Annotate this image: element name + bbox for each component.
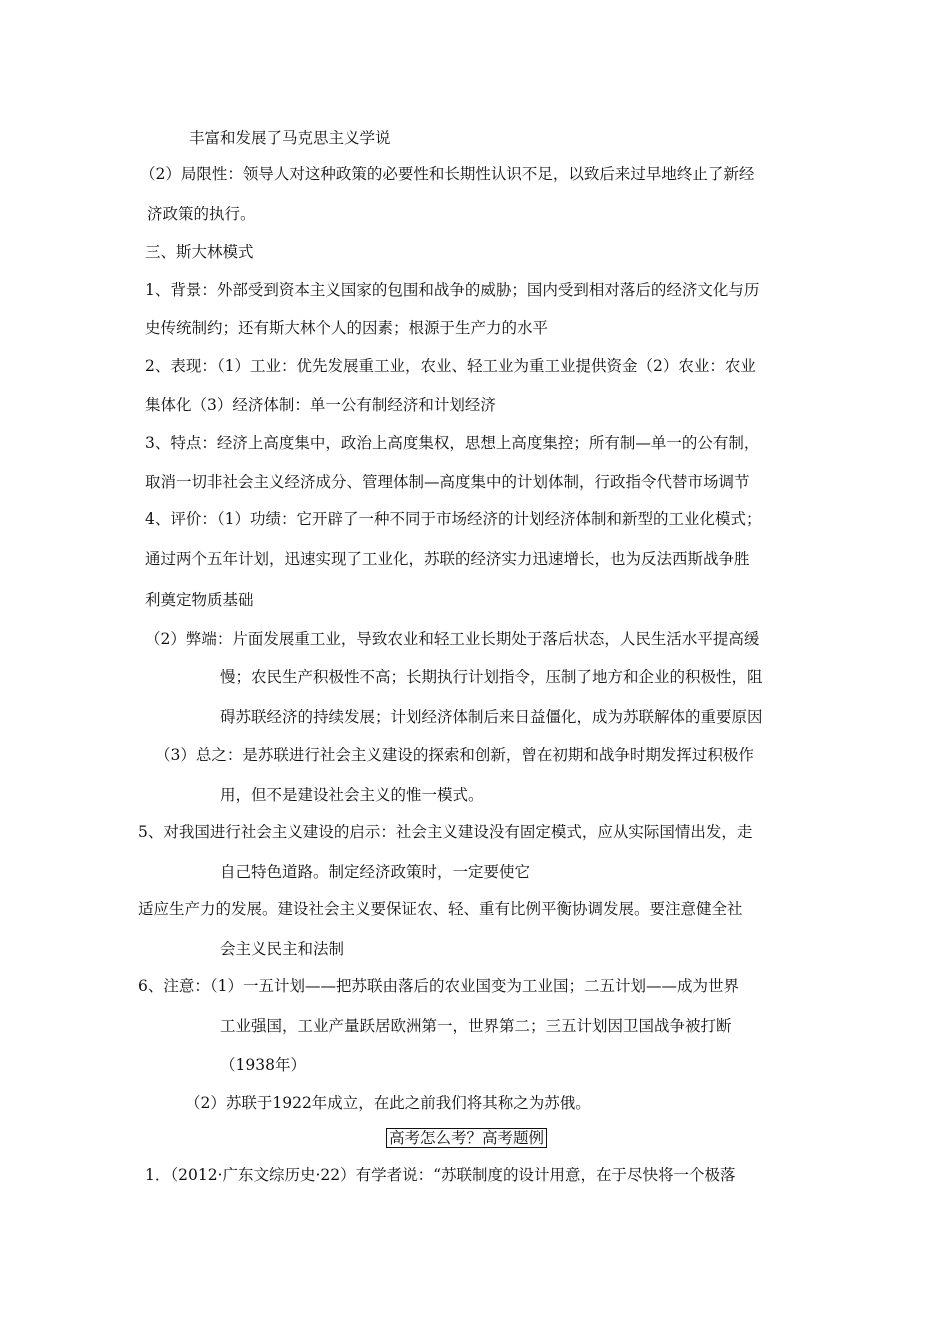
text-line: 适应生产力的发展。建设社会主义要保证农、轻、重有比例平衡协调发展。要注意健全社 <box>138 900 743 918</box>
text-line: 济政策的执行。 <box>147 205 256 223</box>
text-line: （2）局限性：领导人对这种政策的必要性和长期性认识不足，以致后来过早地终止了新经 <box>140 165 755 183</box>
text-line: 2、表现：（1）工业：优先发展重工业，农业、轻工业为重工业提供资金（2）农业：农业 <box>145 357 756 375</box>
text-line: 史传统制约；还有斯大林个人的因素；根源于生产力的水平 <box>145 319 549 337</box>
text-line: （2）弊端：片面发展重工业，导致农业和轻工业长期处于落后状态，人民生活水平提高缓 <box>145 630 760 648</box>
boxed-section-title <box>386 1128 547 1148</box>
text-line: 慢；农民生产积极性不高；长期执行计划指令，压制了地方和企业的积极性，阻 <box>220 668 763 686</box>
text-line: 集体化（3）经济体制：单一公有制经济和计划经济 <box>145 396 496 414</box>
text-line: 6、注意：（1）一五计划——把苏联由落后的农业国变为工业国；二五计划——成为世界 <box>138 977 739 995</box>
text-line: 利奠定物质基础 <box>145 591 254 609</box>
text-line: 自己特色道路。制定经济政策时，一定要使它 <box>220 863 531 881</box>
text-line: 取消一切非社会主义经济成分、管理体制—高度集中的计划体制，行政指令代替市场调节 <box>145 473 750 491</box>
text-line: 3、特点：经济上高度集中，政治上高度集权，思想上高度集控；所有制—单一的公有制， <box>145 434 760 452</box>
text-line: 碍苏联经济的持续发展；计划经济体制后来日益僵化，成为苏联解体的重要原因 <box>220 708 763 726</box>
text-line: 4、评价：（1）功绩：它开辟了一种不同于市场经济的计划经济体制和新型的工业化模式； <box>145 510 762 528</box>
text-line: （2）苏联于1922年成立，在此之前我们将其称之为苏俄。 <box>185 1094 591 1112</box>
text-line: 丰富和发展了马克思主义学说 <box>189 129 391 147</box>
section-heading: 三、斯大林模式 <box>145 243 254 261</box>
text-line: 工业强国，工业产量跃居欧洲第一，世界第二；三五计划因卫国战争被打断 <box>220 1017 732 1035</box>
text-line: 会主义民主和法制 <box>220 940 345 958</box>
text-line: （3）总之：是苏联进行社会主义建设的探索和创新，曾在初期和战争时期发挥过积极作 <box>155 746 754 764</box>
text-line: （1938年） <box>220 1056 306 1074</box>
text-line: 用，但不是建设社会主义的惟一模式。 <box>220 786 484 804</box>
question-line: 1．（2012·广东文综历史·22）有学者说：“苏联制度的设计用意，在于尽快将一个极落 <box>145 1166 736 1184</box>
boxed-title-text: 高考怎么考？高考题例 <box>386 1128 547 1148</box>
text-line: 1、背景：外部受到资本主义国家的包围和战争的威胁；国内受到相对落后的经济文化与历 <box>145 281 760 299</box>
text-line: 通过两个五年计划，迅速实现了工业化，苏联的经济实力迅速增长，也为反法西斯战争胜 <box>145 550 750 568</box>
text-line: 5、对我国进行社会主义建设的启示：社会主义建设没有固定模式，应从实际国情出发，走 <box>138 823 753 841</box>
